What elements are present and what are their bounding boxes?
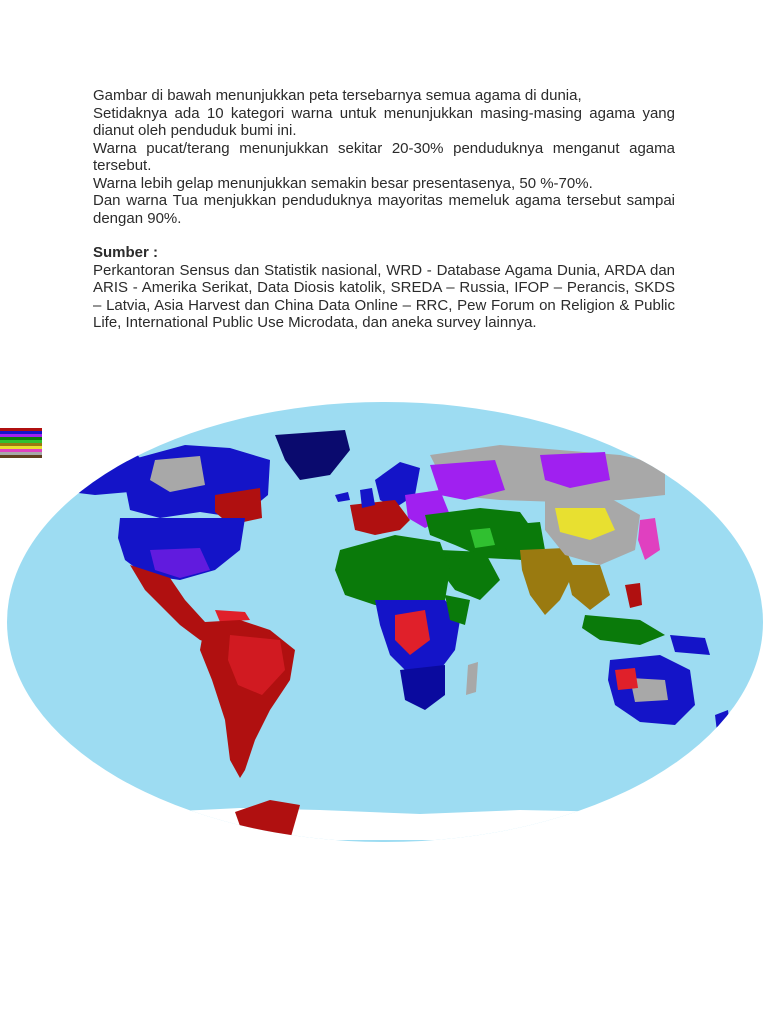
legend-swatch [0,449,42,452]
paragraph-4: Warna lebih gelap menunjukkan semakin besar presentasenya, 50 %-70%. [93,174,593,192]
legend-swatch [0,455,42,458]
description-text [93,87,675,332]
paragraph-1: Gambar di bawah menunjukkan peta tersebarnya semua agama di dunia, [93,87,582,104]
spacer [93,227,675,244]
paragraph-2: Setidaknya ada 10 kategori warna untuk menunjukkan masing-masing agama yang dianut oleh penduduk bumi ini. [93,104,675,139]
sources-heading: Sumber : [93,244,159,261]
region-australia-red [615,668,638,690]
legend-swatch [0,440,42,443]
legend-swatch [0,428,42,431]
legend-swatch [0,431,42,434]
region-new-zealand [715,710,730,740]
sources-text: Perkantoran Sensus dan Statistik nasional, WRD - Database Agama Dunia, ARDA dan ARIS - Amerika Serikat, Data Diosis katolik, SREDA – Russia, IFOP – Perancis, SKDS – Latvia, Asia Harvest dan China Data Online – RRC, Pew Forum on Religion & Public Life, International Public Use Microdata, dan aneka survey lainnya. [93,261,675,331]
region-new-guinea [670,635,710,655]
legend-swatch [0,443,42,446]
world-religion-map [0,400,768,845]
legend-swatch [0,434,42,437]
legend-swatch [0,452,42,455]
paragraph-3: Warna pucat/terang menunjukkan sekitar 20-30% penduduknya menganut agama tersebut. [93,139,675,174]
paragraph-5: Dan warna Tua menjukkan penduduknya mayoritas memeluk agama tersebut sampai dengan 90%. [93,192,675,227]
world-map-image [0,400,768,845]
legend-swatch [0,446,42,449]
map-legend [0,428,42,458]
legend-swatch [0,437,42,440]
